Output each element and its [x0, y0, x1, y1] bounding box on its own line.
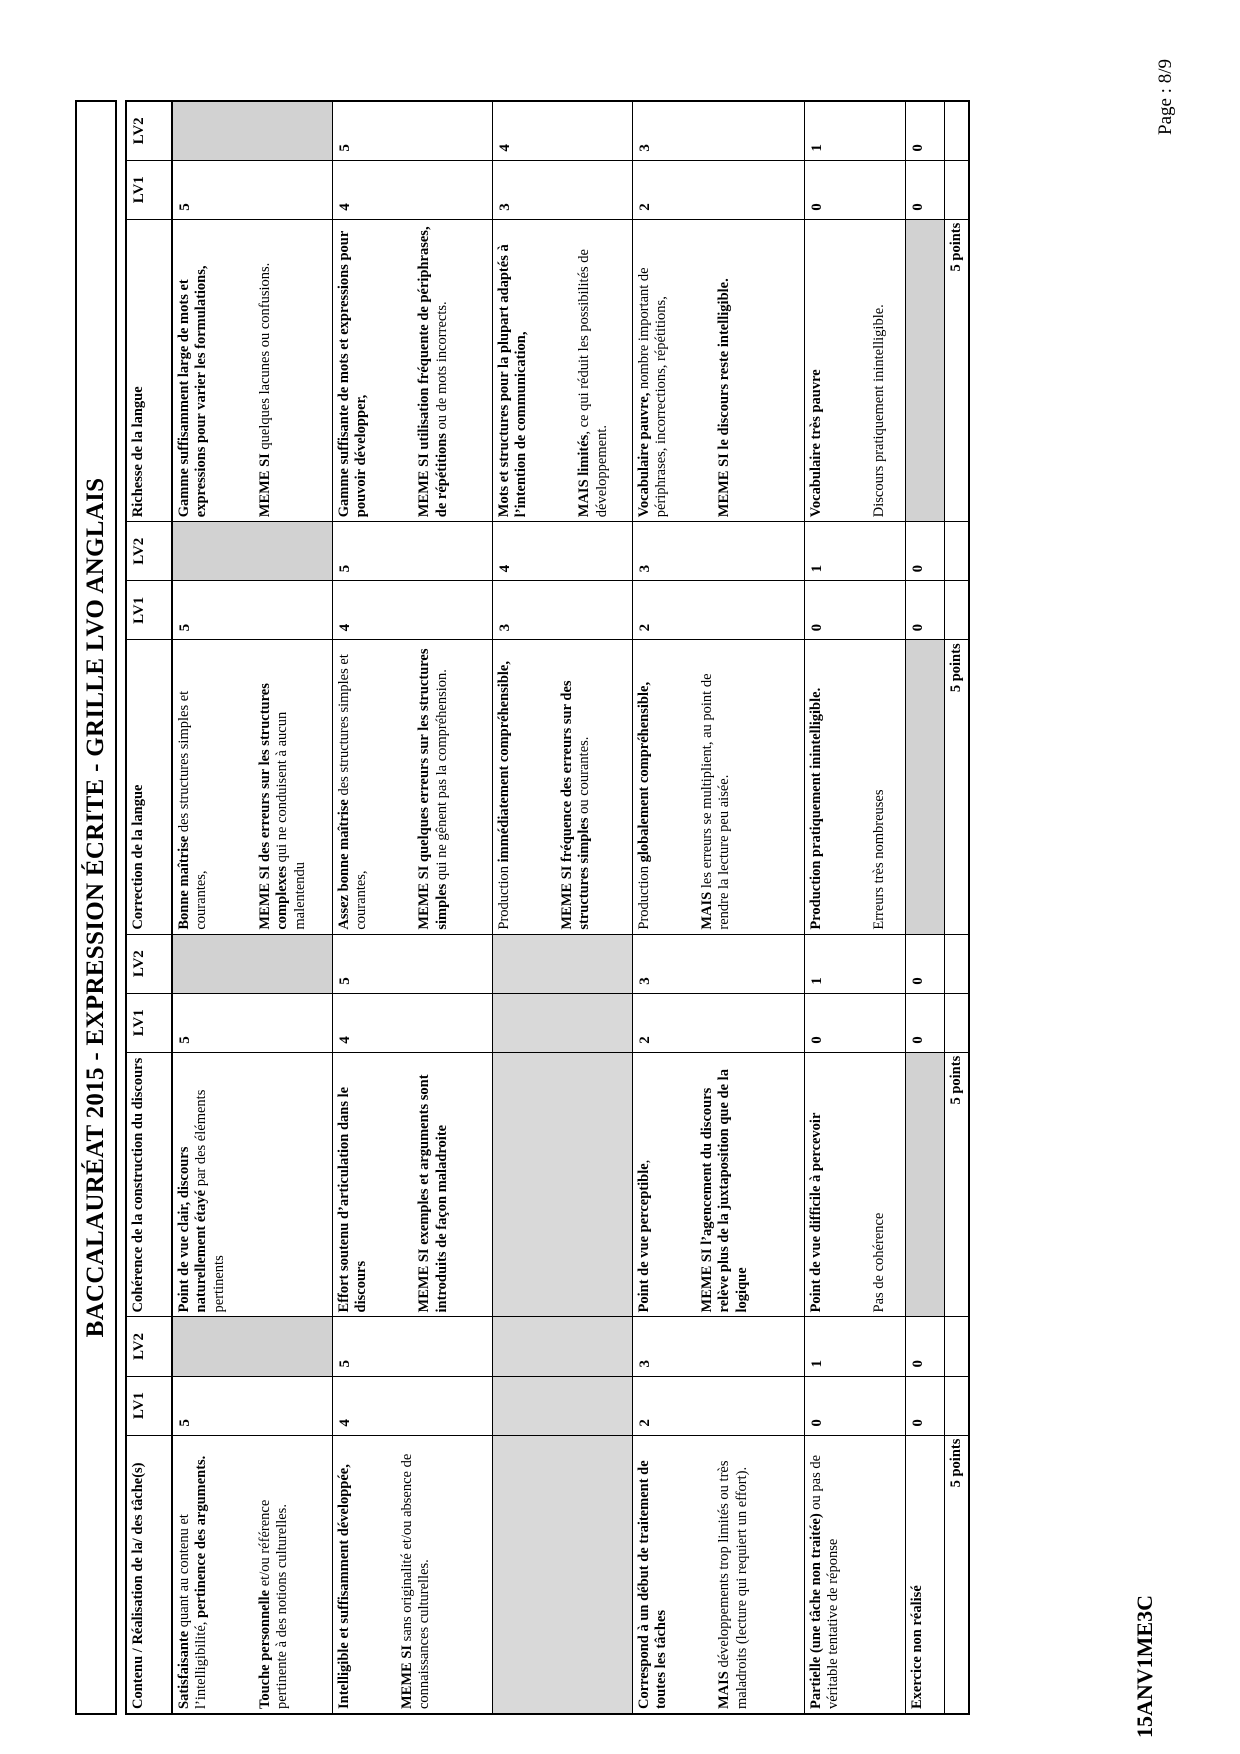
score-lv1: 4: [332, 581, 492, 640]
table-row: [172, 101, 332, 1714]
criterion-text: [176, 1440, 211, 1709]
total-points: 5 points: [944, 1435, 969, 1714]
score-lv1: 0: [906, 993, 944, 1052]
total-points: 5 points: [944, 1052, 969, 1317]
criterion-cell: [906, 1052, 944, 1317]
criterion-text: [636, 644, 653, 929]
text-run: les erreurs se multiplient, au point de rendre la lecture peu aisée.: [698, 673, 733, 930]
header-lv2: LV2: [126, 101, 172, 160]
score-lv2: 0: [906, 1317, 944, 1376]
score-lv2: 1: [804, 522, 906, 581]
score-lv2: 4: [492, 101, 632, 160]
criterion-text: [496, 224, 531, 518]
score-lv2: 5: [332, 522, 492, 581]
criterion-text: [496, 644, 513, 929]
criterion-text: [871, 224, 888, 518]
text-run: ,: [635, 1159, 652, 1164]
text-run: , ce qui réduit les possibilités de développement.: [576, 249, 610, 518]
header-lv1: LV1: [126, 581, 172, 640]
score-lv2: 1: [804, 1317, 906, 1376]
criterion-text: [399, 1440, 434, 1709]
text-run: des structures simples et courantes,: [335, 654, 369, 930]
text-run: et/ou référence pertinente à des notions culturelles.: [256, 1499, 291, 1709]
text-run: Production pratiquement inintelligible.: [807, 687, 824, 930]
score-lv1: 5: [172, 160, 332, 219]
rotated-page: [70, 100, 1110, 1715]
criterion-text: [257, 644, 309, 929]
text-run: Point de vue difficile à percevoir: [807, 1112, 824, 1313]
empty-cell: [944, 993, 969, 1052]
score-lv2: [172, 522, 332, 581]
criterion-text: [636, 224, 671, 518]
score-lv1: 4: [332, 1376, 492, 1435]
criterion-text: [808, 1440, 843, 1709]
criterion-text: [871, 644, 888, 929]
score-lv2: [492, 1317, 632, 1376]
score-lv1: 0: [804, 1376, 906, 1435]
score-lv2: [492, 934, 632, 993]
text-run: MEME SI l’agencement du discours relève plus de la juxtaposition que de la logique: [698, 1069, 750, 1313]
text-run: Production: [495, 862, 512, 930]
criterion-text: [808, 224, 825, 518]
score-lv2: 3: [632, 522, 804, 581]
criterion-cell: [172, 640, 332, 934]
empty-cell: [944, 1376, 969, 1435]
criterion-cell: [332, 1435, 492, 1714]
header-lv1: LV1: [126, 1376, 172, 1435]
score-lv1: 0: [906, 581, 944, 640]
text-run: MEME SI utilisation fréquente de périphrases, de répétitions: [416, 226, 450, 518]
empty-cell: [944, 581, 969, 640]
criterion-text: [416, 644, 451, 929]
criterion-text: [559, 644, 594, 929]
criterion-text: [636, 1057, 653, 1313]
document-code: 15ANV1ME3C: [1132, 1595, 1157, 1738]
header-coherence: Cohérence de la construction du discours: [126, 1052, 172, 1317]
text-run: Erreurs très nombreuses: [870, 789, 887, 930]
criterion-text: [176, 224, 211, 518]
text-run: sans originalité et/ou absence de connaissances culturelles.: [398, 1453, 433, 1709]
total-points: 5 points: [944, 640, 969, 934]
header-lv2: LV2: [126, 934, 172, 993]
score-lv2: 0: [906, 101, 944, 160]
score-lv1: 4: [332, 993, 492, 1052]
score-lv2: 3: [632, 101, 804, 160]
header-correction: Correction de la langue: [126, 640, 172, 934]
score-lv2: 5: [332, 101, 492, 160]
text-run: ou pas de véritable tentative de réponse: [807, 1454, 841, 1709]
table-row: [492, 101, 632, 1714]
criterion-text: [909, 1440, 926, 1709]
text-run: MAIS limités: [576, 434, 593, 518]
criterion-text: [336, 1440, 353, 1709]
criterion-text: [336, 644, 371, 929]
empty-cell: [944, 934, 969, 993]
criterion-text: [716, 224, 733, 518]
table-row: [804, 101, 906, 1714]
score-lv1: 2: [632, 160, 804, 219]
text-run: Pas de cohérence: [870, 1212, 887, 1313]
criterion-cell: [172, 1435, 332, 1714]
score-lv1: 2: [632, 993, 804, 1052]
criterion-text: [576, 224, 611, 518]
text-run: qui ne conduisent à aucun malentendu: [274, 711, 308, 930]
text-run: immédiatement compréhensible,: [495, 661, 512, 863]
text-run: MEME SI exemples et arguments sont introduits de façon maladroite: [416, 1074, 450, 1313]
text-run: Gamme suffisante de mots et expressions pour pouvoir développer,: [335, 231, 369, 518]
criterion-text: [416, 224, 451, 518]
text-run: ou de mots incorrects.: [433, 301, 450, 434]
header-lv1: LV1: [126, 160, 172, 219]
score-lv2: 0: [906, 522, 944, 581]
criterion-text: [257, 224, 274, 518]
score-lv2: 1: [804, 101, 906, 160]
criterion-cell: [906, 640, 944, 934]
text-run: Partielle (une tâche non traitée): [807, 1513, 824, 1709]
criterion-text: [636, 1440, 671, 1709]
criterion-cell: [172, 219, 332, 522]
criterion-cell: [804, 1052, 906, 1317]
text-run: Assez bonne maîtrise: [335, 799, 352, 930]
text-run: MEME SI quelques erreurs sur les structures simples: [416, 648, 450, 930]
text-run: MEME SI le discours reste intelligible.: [716, 278, 733, 518]
table-row: [632, 101, 804, 1714]
score-lv2: 3: [632, 934, 804, 993]
score-lv1: 0: [906, 160, 944, 219]
criterion-cell: [172, 1052, 332, 1317]
score-lv1: 2: [632, 581, 804, 640]
text-run: Effort soutenu d’articulation dans le discours: [335, 1086, 369, 1313]
score-lv2: 3: [632, 1317, 804, 1376]
text-run: Mots et structures pour la plupart adaptés à l’intention de communication,: [495, 244, 529, 518]
score-lv1: 0: [804, 581, 906, 640]
criterion-cell: [906, 1435, 944, 1714]
criterion-text: [871, 1057, 888, 1313]
text-run: globalement compréhensible,: [635, 681, 652, 863]
header-lv2: LV2: [126, 522, 172, 581]
header-content: Contenu / Réalisation de la/ des tâche(s): [126, 1435, 172, 1714]
text-run: qui ne gênent pas la compréhension.: [433, 669, 450, 884]
text-run: MEME SI: [256, 453, 273, 518]
text-run: pertinence des arguments.: [193, 1455, 210, 1618]
empty-cell: [944, 101, 969, 160]
text-run: Touche personnelle: [256, 1589, 273, 1709]
empty-cell: [944, 160, 969, 219]
criterion-text: [257, 1440, 292, 1709]
text-run: quelques lacunes ou confusions.: [256, 262, 273, 454]
text-run: MAIS: [698, 891, 715, 930]
score-lv2: 5: [332, 1317, 492, 1376]
text-run: nombre important de périphrases, incorrections, répétitions,: [635, 267, 669, 518]
score-lv1: 5: [172, 581, 332, 640]
text-run: MEME SI: [398, 1644, 415, 1709]
criterion-cell: [804, 640, 906, 934]
total-points: 5 points: [944, 219, 969, 522]
criterion-cell: [804, 219, 906, 522]
text-run: Bonne maîtrise: [176, 835, 192, 930]
criterion-text: [176, 644, 211, 929]
score-lv1: 0: [906, 1376, 944, 1435]
score-lv1: [492, 1376, 632, 1435]
criterion-text: [808, 1057, 825, 1313]
text-run: MEME SI des erreurs sur les structures complexes: [256, 683, 291, 930]
text-run: Vocabulaire très pauvre: [807, 369, 824, 518]
text-run: Exercice non réalisé: [909, 1585, 926, 1709]
criterion-cell: [632, 640, 804, 934]
text-run: des structures simples et courantes,: [176, 690, 210, 930]
score-lv2: 5: [332, 934, 492, 993]
criterion-text: [699, 1057, 751, 1313]
score-lv2: [172, 101, 332, 160]
score-lv2: [172, 934, 332, 993]
page-title: BACCALAURÉAT 2015 - EXPRESSION ÉCRITE - GRILLE LVO ANGLAIS: [75, 100, 117, 1715]
criterion-text: [176, 1057, 228, 1313]
text-run: quant au contenu et l’intelligibilité,: [176, 1514, 210, 1709]
text-run: MEME SI fréquence des erreurs sur des structures simples: [558, 680, 593, 930]
table-row: [906, 101, 944, 1714]
text-run: Production: [635, 862, 652, 930]
score-lv1: 3: [492, 581, 632, 640]
criterion-text: [416, 1057, 451, 1313]
criterion-cell: [492, 219, 632, 522]
score-lv2: 1: [804, 934, 906, 993]
score-lv1: 2: [632, 1376, 804, 1435]
criterion-cell: [492, 640, 632, 934]
text-run: Point de vue perceptible: [635, 1163, 652, 1313]
text-run: ou courantes.: [576, 736, 593, 818]
criterion-cell: [332, 219, 492, 522]
text-run: Point de vue clair, discours naturellement étayé: [176, 1146, 210, 1313]
criterion-cell: [632, 1052, 804, 1317]
score-lv1: 0: [804, 993, 906, 1052]
score-lv2: 4: [492, 522, 632, 581]
criterion-cell: [492, 1435, 632, 1714]
criterion-cell: [332, 640, 492, 934]
criterion-cell: [804, 1435, 906, 1714]
empty-cell: [944, 1317, 969, 1376]
criterion-cell: [632, 219, 804, 522]
criterion-cell: [492, 1052, 632, 1317]
text-run: Satisfaisante: [176, 1630, 192, 1709]
criterion-text: [699, 644, 734, 929]
score-lv2: 0: [906, 934, 944, 993]
score-lv1: 4: [332, 160, 492, 219]
score-lv2: [172, 1317, 332, 1376]
totals-row: [944, 101, 969, 1714]
text-run: Intelligible et suffisamment développée,: [335, 1464, 352, 1709]
score-lv1: 5: [172, 1376, 332, 1435]
criterion-cell: [632, 1435, 804, 1714]
criterion-text: [808, 644, 825, 929]
grading-grid: [125, 100, 970, 1715]
score-lv1: [492, 993, 632, 1052]
table-row: [332, 101, 492, 1714]
text-run: Vocabulaire pauvre,: [635, 392, 652, 518]
header-lv2: LV2: [126, 1317, 172, 1376]
text-run: Discours pratiquement inintelligible.: [870, 304, 887, 518]
criterion-text: [716, 1440, 751, 1709]
score-lv1: 0: [804, 160, 906, 219]
criterion-cell: [332, 1052, 492, 1317]
text-run: Gamme suffisamment large de mots et expressions pour varier les formulations,: [176, 265, 210, 518]
header-lv1: LV1: [126, 993, 172, 1052]
criterion-text: [336, 224, 371, 518]
text-run: MAIS: [716, 1671, 733, 1709]
text-run: développements trop limités ou très maladroits (lecture qui requiert un effort).: [716, 1460, 750, 1709]
header-row: [126, 101, 172, 1714]
page-number: Page : 8/9: [1155, 59, 1176, 135]
criterion-cell: [906, 219, 944, 522]
header-richness: Richesse de la langue: [126, 219, 172, 522]
score-lv1: 3: [492, 160, 632, 219]
text-run: Correspond à un début de traitement de toutes les tâches: [635, 1460, 669, 1709]
criterion-text: [336, 1057, 371, 1313]
score-lv1: 5: [172, 993, 332, 1052]
empty-cell: [944, 522, 969, 581]
text-run: par des éléments pertinents: [193, 1089, 227, 1313]
